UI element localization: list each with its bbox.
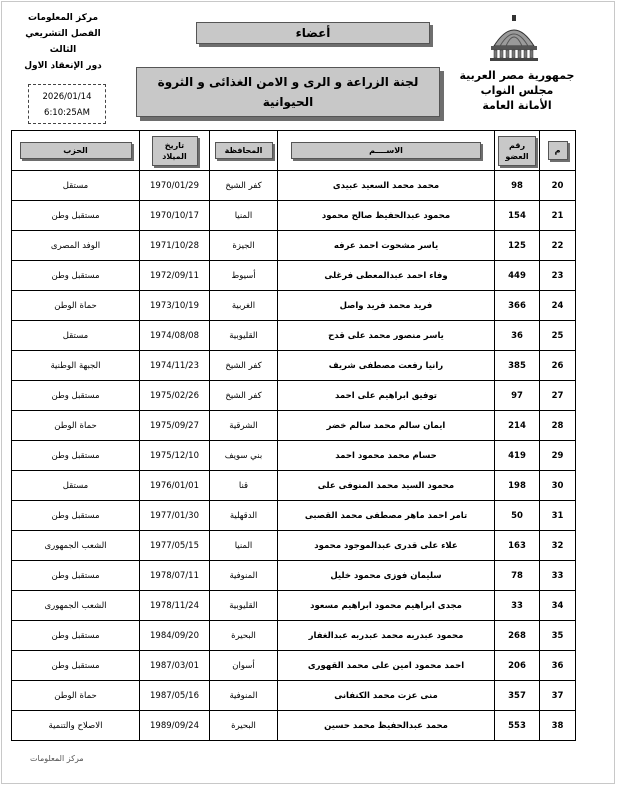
row-number: 33 xyxy=(540,561,576,591)
birth-date: 1975/12/10 xyxy=(140,441,210,471)
member-name: فريد محمد فريد واصل xyxy=(278,291,495,321)
birth-date: 1970/10/17 xyxy=(140,201,210,231)
member-name: سليمان فوزى محمود خليل xyxy=(278,561,495,591)
member-id: 268 xyxy=(495,621,540,651)
parliament-dome-logo xyxy=(488,12,540,62)
row-number: 23 xyxy=(540,261,576,291)
member-id: 385 xyxy=(495,351,540,381)
party-name: مستقبل وطن xyxy=(12,261,140,291)
party-name: حماة الوطن xyxy=(12,291,140,321)
row-number: 35 xyxy=(540,621,576,651)
governorate: الجيزة xyxy=(210,231,278,261)
governorate: الغربية xyxy=(210,291,278,321)
governorate: المنيا xyxy=(210,201,278,231)
party-name: مستقبل وطن xyxy=(12,501,140,531)
row-number: 37 xyxy=(540,681,576,711)
footer-label: مركز المعلومات xyxy=(30,754,84,763)
member-name: رانيا رفعت مصطفى شريف xyxy=(278,351,495,381)
table-row xyxy=(12,201,576,231)
members-table xyxy=(11,130,576,741)
print-date: 2026/01/14 xyxy=(42,92,92,102)
party-name: الاصلاح والتنمية xyxy=(12,711,140,741)
governorate: المنيا xyxy=(210,531,278,561)
governorate: الدقهلية xyxy=(210,501,278,531)
birth-date: 1977/01/30 xyxy=(140,501,210,531)
birth-date: 1976/01/01 xyxy=(140,471,210,501)
col-header-member-id: رقم العضو xyxy=(495,131,540,171)
birth-date: 1970/01/29 xyxy=(140,171,210,201)
member-name: محمود عبدربه محمد عبدربه عبدالغفار xyxy=(278,621,495,651)
member-name: وفاء احمد عبدالمعطى فرغلى xyxy=(278,261,495,291)
birth-date: 1978/11/24 xyxy=(140,591,210,621)
table-row xyxy=(12,621,576,651)
member-name: حسام محمد محمود احمد xyxy=(278,441,495,471)
member-id: 97 xyxy=(495,381,540,411)
row-number: 26 xyxy=(540,351,576,381)
birth-date: 1984/09/20 xyxy=(140,621,210,651)
member-name: مجدى ابراهيم محمود ابراهيم مسعود xyxy=(278,591,495,621)
print-timestamp xyxy=(28,84,106,124)
member-id: 33 xyxy=(495,591,540,621)
table-row xyxy=(12,591,576,621)
table-row xyxy=(12,291,576,321)
party-name: مستقبل وطن xyxy=(12,201,140,231)
row-number: 36 xyxy=(540,651,576,681)
member-name: محمود السيد محمد المنوفى على xyxy=(278,471,495,501)
member-id: 163 xyxy=(495,531,540,561)
birth-date: 1974/11/23 xyxy=(140,351,210,381)
row-number: 31 xyxy=(540,501,576,531)
member-id: 553 xyxy=(495,711,540,741)
table-row xyxy=(12,411,576,441)
col-header-name: الاســــم xyxy=(278,131,495,171)
member-name: منى عزت محمد الكنفانى xyxy=(278,681,495,711)
governorate: قنا xyxy=(210,471,278,501)
row-number: 27 xyxy=(540,381,576,411)
governorate: البحيرة xyxy=(210,621,278,651)
party-name: الشعب الجمهورى xyxy=(12,531,140,561)
member-id: 78 xyxy=(495,561,540,591)
row-number: 21 xyxy=(540,201,576,231)
party-name: مستقبل وطن xyxy=(12,621,140,651)
member-id: 98 xyxy=(495,171,540,201)
party-name: مستقبل وطن xyxy=(12,381,140,411)
governorate: المنوفية xyxy=(210,681,278,711)
member-name: احمد محمود امين على محمد القهورى xyxy=(278,651,495,681)
party-name: مستقل xyxy=(12,321,140,351)
legislative-term: الفصل التشريعي الثالث xyxy=(25,29,101,55)
table-row xyxy=(12,261,576,291)
member-name: ايمان سالم محمد سالم خضر xyxy=(278,411,495,441)
table-row xyxy=(12,441,576,471)
party-name: مستقل xyxy=(12,171,140,201)
row-number: 24 xyxy=(540,291,576,321)
birth-date: 1987/03/01 xyxy=(140,651,210,681)
birth-date: 1987/05/16 xyxy=(140,681,210,711)
member-id: 154 xyxy=(495,201,540,231)
birth-date: 1971/10/28 xyxy=(140,231,210,261)
birth-date: 1974/08/08 xyxy=(140,321,210,351)
secretariat-name: الأمانة العامة xyxy=(482,99,552,112)
party-name: الوفد المصرى xyxy=(12,231,140,261)
info-center-name: مركز المعلومات xyxy=(27,13,99,23)
table-row xyxy=(12,651,576,681)
row-number: 29 xyxy=(540,441,576,471)
row-number: 32 xyxy=(540,531,576,561)
row-number: 28 xyxy=(540,411,576,441)
governorate: البحيرة xyxy=(210,711,278,741)
col-header-birth-date: تاريخ الميلاد xyxy=(140,131,210,171)
party-name: حماة الوطن xyxy=(12,411,140,441)
row-number: 30 xyxy=(540,471,576,501)
table-row xyxy=(12,501,576,531)
governorate: القليوبية xyxy=(210,591,278,621)
member-name: محمود عبدالحفيظ صالح محمود xyxy=(278,201,495,231)
table-row xyxy=(12,381,576,411)
member-name: تامر احمد ماهر مصطفى محمد القصبى xyxy=(278,501,495,531)
member-name: محمد محمد السعيد عبيدى xyxy=(278,171,495,201)
member-id: 214 xyxy=(495,411,540,441)
table-row xyxy=(12,561,576,591)
table-header-row xyxy=(12,131,576,171)
party-name: الشعب الجمهورى xyxy=(12,591,140,621)
governorate: بني سويف xyxy=(210,441,278,471)
session-name: دور الإنعقاد الاول xyxy=(24,61,102,71)
party-name: حماة الوطن xyxy=(12,681,140,711)
member-id: 449 xyxy=(495,261,540,291)
governorate: الشرقية xyxy=(210,411,278,441)
info-center-header xyxy=(18,10,108,74)
governorate: أسيوط xyxy=(210,261,278,291)
governorate: كفر الشيخ xyxy=(210,351,278,381)
member-name: توفيق ابراهيم على احمد xyxy=(278,381,495,411)
row-number: 38 xyxy=(540,711,576,741)
governorate: القليوبية xyxy=(210,321,278,351)
row-number: 22 xyxy=(540,231,576,261)
table-row xyxy=(12,231,576,261)
member-id: 366 xyxy=(495,291,540,321)
birth-date: 1978/07/11 xyxy=(140,561,210,591)
member-id: 125 xyxy=(495,231,540,261)
birth-date: 1989/09/24 xyxy=(140,711,210,741)
parliament-name: مجلس النواب xyxy=(480,84,554,97)
members-table-body xyxy=(12,171,576,741)
birth-date: 1975/02/26 xyxy=(140,381,210,411)
row-number: 34 xyxy=(540,591,576,621)
table-row xyxy=(12,171,576,201)
party-name: مستقبل وطن xyxy=(12,651,140,681)
member-id: 357 xyxy=(495,681,540,711)
member-name: ياسر منصور محمد على قدح xyxy=(278,321,495,351)
print-time: 6:10:25AM xyxy=(44,108,90,118)
party-name: مستقبل وطن xyxy=(12,441,140,471)
table-row xyxy=(12,711,576,741)
birth-date: 1975/09/27 xyxy=(140,411,210,441)
party-name: الجبهة الوطنية xyxy=(12,351,140,381)
row-number: 20 xyxy=(540,171,576,201)
table-row xyxy=(12,351,576,381)
governorate: المنوفية xyxy=(210,561,278,591)
governorate: كفر الشيخ xyxy=(210,381,278,411)
member-id: 198 xyxy=(495,471,540,501)
country-name: جمهورية مصر العربية xyxy=(459,69,575,82)
table-row xyxy=(12,321,576,351)
col-header-governorate: المحافظة xyxy=(210,131,278,171)
table-row xyxy=(12,681,576,711)
institution-header xyxy=(457,68,577,113)
row-number: 25 xyxy=(540,321,576,351)
member-name: محمد عبدالحفيظ محمد حسين xyxy=(278,711,495,741)
member-name: ياسر مشحوت احمد عرفه xyxy=(278,231,495,261)
member-id: 50 xyxy=(495,501,540,531)
member-name: علاء على قدرى عبدالموجود محمود xyxy=(278,531,495,561)
party-name: مستقبل وطن xyxy=(12,561,140,591)
governorate: كفر الشيخ xyxy=(210,171,278,201)
member-id: 419 xyxy=(495,441,540,471)
birth-date: 1973/10/19 xyxy=(140,291,210,321)
member-id: 36 xyxy=(495,321,540,351)
col-header-m: م xyxy=(540,131,576,171)
party-name: مستقل xyxy=(12,471,140,501)
page-title: أعضاء xyxy=(196,22,430,44)
table-row xyxy=(12,471,576,501)
birth-date: 1972/09/11 xyxy=(140,261,210,291)
committee-title: لجنة الزراعة و الرى و الامن الغذائى و الثروة الحيوانية xyxy=(136,67,440,117)
col-header-party: الحزب xyxy=(12,131,140,171)
table-row xyxy=(12,531,576,561)
birth-date: 1977/05/15 xyxy=(140,531,210,561)
member-id: 206 xyxy=(495,651,540,681)
governorate: أسوان xyxy=(210,651,278,681)
